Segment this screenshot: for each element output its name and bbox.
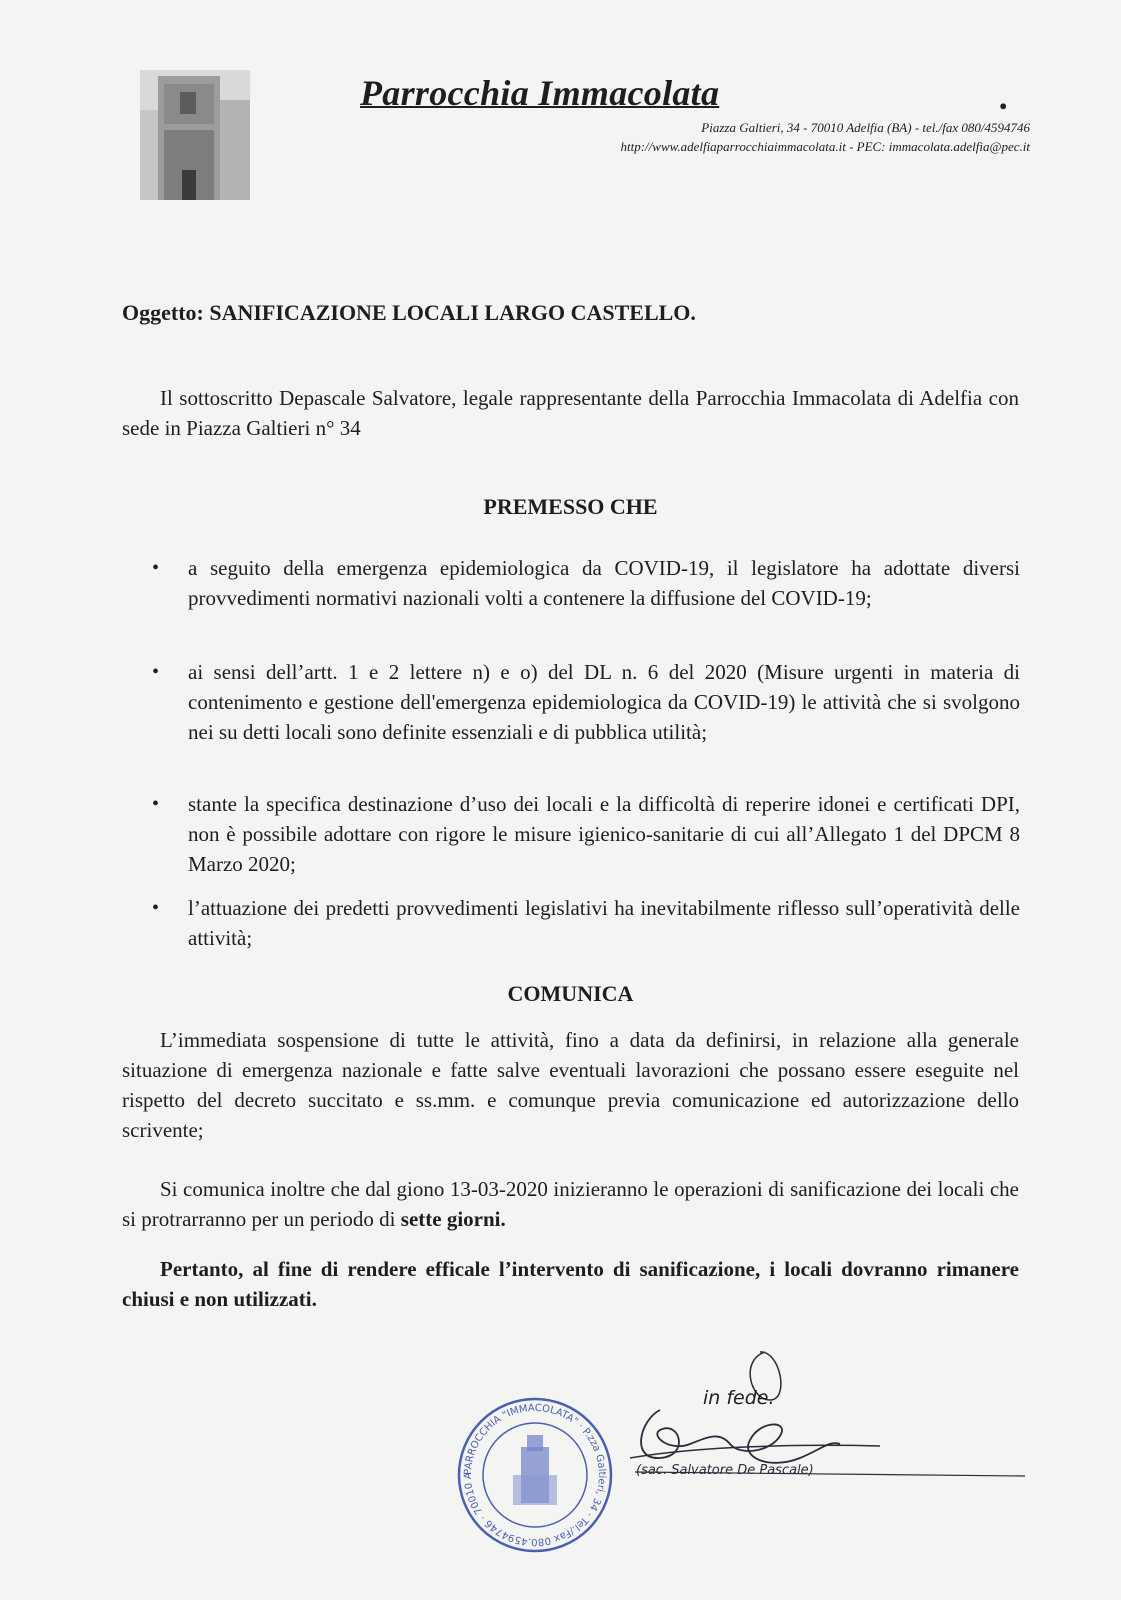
list-item: • ai sensi dell’artt. 1 e 2 lettere n) e o) del DL n. 6 del 2020 (Misure urgenti in materia di contenimento e gestione dell'emergenza epidemiologica da COVID-19) le attività che si svolgono nei su detti locali sono definite essenziali e di pubblica utilità; — [150, 657, 1020, 747]
list-item: • stante la specifica destinazione d’uso dei locali e la difficoltà di reperire idonei e certificati DPI, non è possibile adottare con rigore le misure igienico-sanitarie di cui all’Allegato 1 del DPCM 8 Marzo 2020; — [150, 789, 1020, 879]
parish-address — [500, 118, 1030, 156]
sanificazione-paragraph: Si comunica inoltre che dal giono 13-03-2020 inizieranno le operazioni di sanificazione dei locali che si protrarranno per un periodo di sette giorni. — [122, 1177, 1019, 1231]
comunica-heading: COMUNICA — [507, 981, 634, 1006]
bullet-icon: • — [152, 557, 160, 579]
church-photo — [140, 70, 250, 200]
signatory-name: (sac. Salvatore De Pascale) — [636, 1463, 814, 1478]
intro-paragraph: Il sottoscritto Depascale Salvatore, legale rappresentante della Parrocchia Immacolata di Adelfia con sede in Piazza Galtieri n° 34 — [122, 386, 1019, 440]
parish-stamp — [455, 1395, 615, 1555]
web-and-pec-line: http://www.adelfiaparrocchiaimmacolata.it - PEC: immacolata.adelfia@pec.it — [620, 139, 1030, 154]
bullet-icon: • — [152, 897, 160, 919]
closing-paragraph: Pertanto, al fine di rendere efficale l’intervento di sanificazione, i locali dovranno rimanere chiusi e non utilizzati. — [122, 1257, 1019, 1311]
parish-name: Parrocchia Immacolata . — [360, 73, 1010, 117]
subject-line: Oggetto: SANIFICAZIONE LOCALI LARGO CASTELLO. — [122, 300, 696, 325]
comunica-paragraph: L’immediata sospensione di tutte le attività, fino a data da definirsi, in relazione alla generale situazione di emergenza nazionale e fatte salve eventuali lavorazioni che possano essere eseguite nel rispetto del decreto succitato e ss.mm. e comunque previa comunicazione ed autorizzazione dello scrivente; — [122, 1028, 1019, 1142]
bullet-icon: • — [152, 661, 160, 683]
premesso-list — [150, 657, 1020, 747]
svg-text:PARROCCHIA "IMMACOLATA" · P.zz: PARROCCHIA "IMMACOLATA" · P.zza Galtieri, 34 · Tel./Fax 080.4594746 · 70010 A — [462, 1402, 608, 1548]
premesso-heading: PREMESSO CHE — [483, 494, 658, 519]
premesso-list — [150, 789, 1020, 879]
bullet-icon: • — [152, 793, 160, 815]
list-item: • a seguito della emergenza epidemiologica da COVID-19, il legislatore ha adottate diversi provvedimenti normativi nazionali volti a contenere la diffusione del COVID-19; — [150, 553, 1020, 613]
address-line: Piazza Galtieri, 34 - 70010 Adelfia (BA) - tel./fax 080/4594746 — [701, 120, 1030, 135]
premesso-list — [150, 893, 1020, 953]
premesso-list — [150, 553, 1020, 613]
signature-label: in fede. — [703, 1387, 775, 1409]
list-item: • l’attuazione dei predetti provvedimenti legislativi ha inevitabilmente riflesso sull’operatività delle attività; — [150, 893, 1020, 953]
